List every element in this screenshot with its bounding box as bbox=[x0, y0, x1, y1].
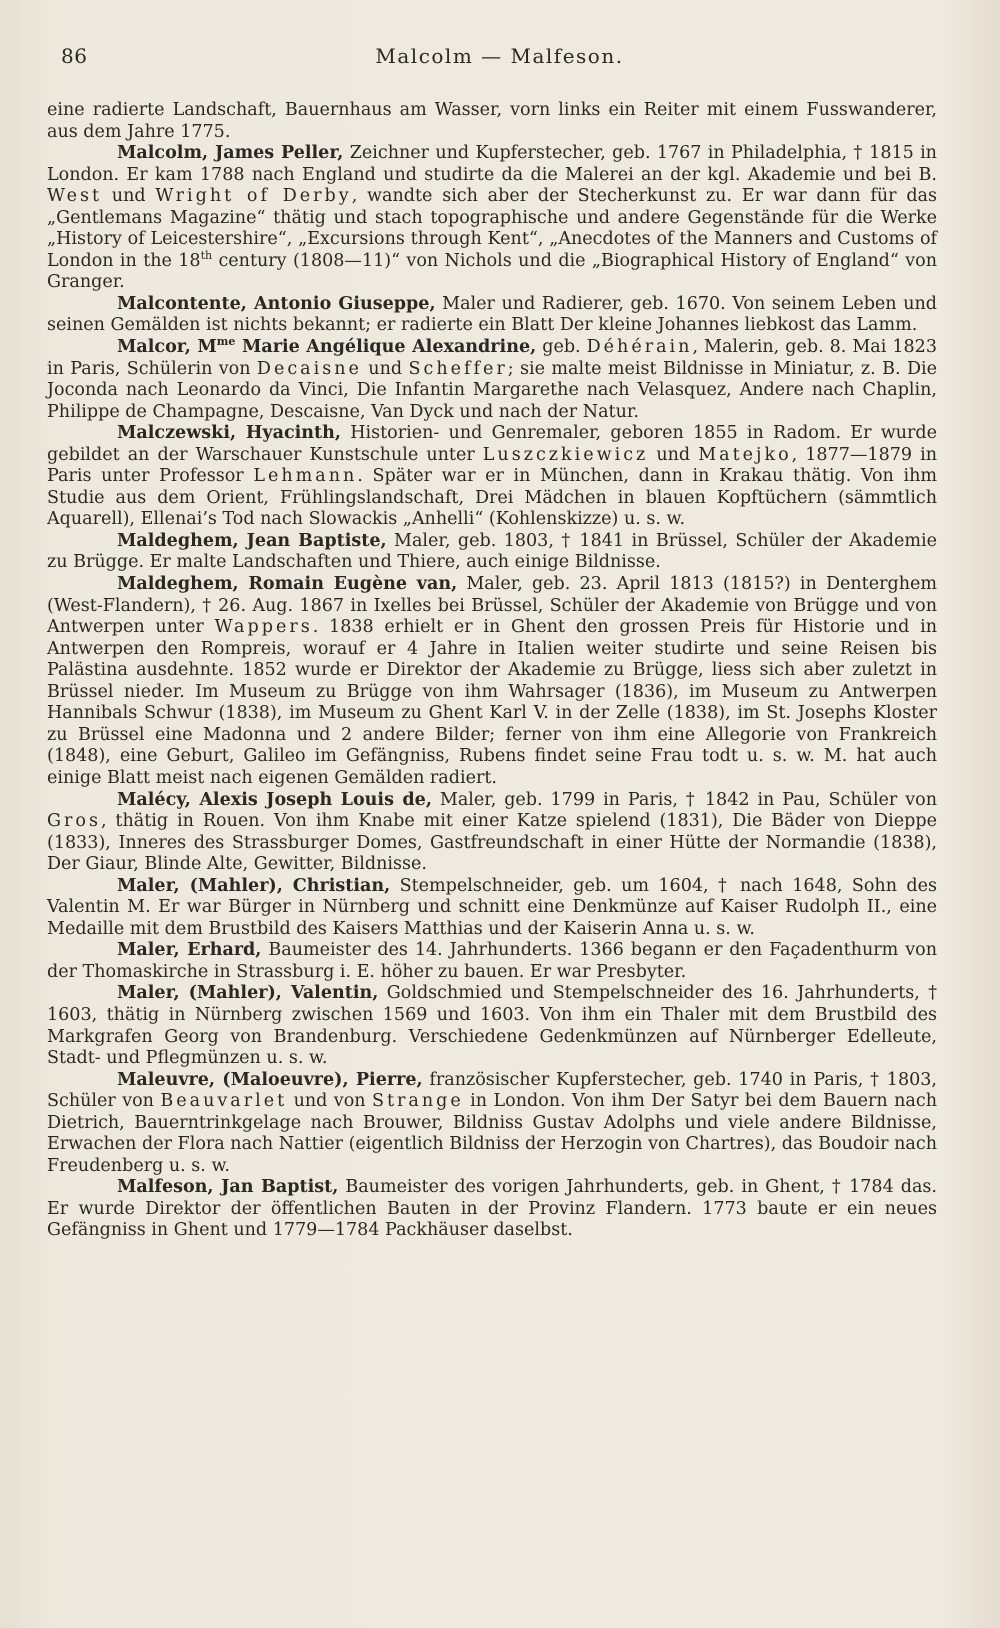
entry-text: Historien- und Genremaler, geboren 1855 in Radom. Er wurde gebildet an der Warschauer Kunstschule unter bbox=[47, 423, 937, 465]
spaced-name: West bbox=[47, 186, 103, 207]
dictionary-entry bbox=[47, 940, 937, 983]
spaced-name: Luszczkiewicz bbox=[482, 444, 649, 465]
entry-text: , 1877—1879 in Paris unter Professor bbox=[47, 444, 937, 487]
spaced-name: Lehmann bbox=[253, 466, 358, 487]
dictionary-entry bbox=[47, 790, 937, 876]
entry-text: me bbox=[216, 335, 236, 349]
entry-text: eine radierte Landschaft, Bauernhaus am Wasser, vorn links ein Reiter mit einem Fusswanderer, aus dem Jahre 1775. bbox=[47, 100, 937, 142]
entry-name: Malécy, Alexis Joseph Louis de, bbox=[117, 789, 432, 810]
entry-text: französischer Kupferstecher, geb. 1740 in Paris, † 1803, Schüler von bbox=[47, 1069, 937, 1112]
entry-name: Malcontente, Antonio Giuseppe, bbox=[117, 293, 436, 314]
dictionary-entry bbox=[47, 143, 937, 294]
spaced-name: Déhérain bbox=[586, 337, 693, 358]
entry-text: Baumeister des 14. Jahrhunderts. 1366 begann er den Façadenthurm von der Thomaskirche in Strassburg i. E. höher zu bauen. Er war Presbyter. bbox=[47, 940, 937, 982]
dictionary-entries bbox=[47, 100, 937, 1242]
dictionary-entry bbox=[47, 876, 937, 941]
entry-name: Malczewski, Hyacinth, bbox=[117, 423, 341, 444]
page-number: 86 bbox=[61, 44, 88, 68]
entry-text: Zeichner und Kupferstecher, geb. 1767 in Philadelphia, † 1815 in London. Er kam 1788 nach England und studirte da die Malerei an der kgl. Akademie und bei B. bbox=[47, 143, 937, 185]
entry-text: , wandte sich aber der Stecherkunst zu. Er war dann für das „Gentlemans Magazine“ thätig und stach topographische und andere Gegenstände für die Werke „History of Leicestershire“, „Excursions through Kent“, „Anecdotes of the Manners and Customs of London in the 18 bbox=[47, 186, 938, 271]
spaced-name: Scheffer bbox=[408, 358, 508, 379]
entry-name: Malcolm, James Peller, bbox=[117, 143, 344, 164]
entry-text: Baumeister des vorigen Jahrhunderts, geb. in Ghent, † 1784 das. Er wurde Direktor der öffentlichen Bauten in der Provinz Flandern. 1773 baute er ein neues Gefängniss in Ghent und 1779—1784 Packhäuser daselbst. bbox=[47, 1177, 937, 1241]
entry-text: th bbox=[200, 248, 213, 262]
spaced-name: Matejko bbox=[698, 444, 792, 465]
dictionary-entry bbox=[47, 574, 937, 789]
entry-text: und bbox=[648, 444, 699, 465]
spaced-name: Gros bbox=[47, 811, 101, 832]
entry-text: . 1838 erhielt er in Ghent den grossen Preis für Historie und in Antwerpen den Rompreis, worauf er 4 Jahre in Italien weiter studirte und seine Reisen bis Palästina ausdehnte. 1852 wurde er Direktor der Akademie zu Brügge, liess sich aber zuletzt in Brüssel nieder. Im Museum zu Brügge von ihm Wahrsager (1836), im Museum zu Antwerpen Hannibals Schwur (1838), im Museum zu Ghent Karl V. in der Zelle (1838), im St. Josephs Kloster zu Brüssel eine Madonna und 2 andere Bilder; ferner von ihm eine Allegorie von Frankreich (1848), eine Geburt, Galileo im Gefängniss, Rubens findet seine Frau todt u. s. w. M. hat auch einige Blatt meist nach eigenen Gemälden radiert. bbox=[47, 617, 937, 788]
entry-name: Maldeghem, Romain Eugène van, bbox=[117, 574, 458, 595]
dictionary-entry bbox=[47, 1070, 937, 1178]
entry-name: Malfeson, Jan Baptist, bbox=[117, 1177, 339, 1198]
spaced-name: Wright of Derby bbox=[155, 186, 352, 207]
spaced-name: Strange bbox=[371, 1091, 464, 1112]
entry-text: und von bbox=[287, 1091, 372, 1112]
entry-name: Maleuvre, (Maloeuvre), Pierre, bbox=[117, 1069, 423, 1090]
entry-text: , Malerin, geb. 8. Mai 1823 in Paris, Schülerin von bbox=[47, 337, 937, 379]
dictionary-entry bbox=[47, 423, 937, 531]
entry-text: geb. bbox=[536, 337, 587, 358]
entry-text: Maler und Radierer, geb. 1670. Von seinem Leben und seinen Gemälden ist nichts bekannt; er radierte ein Blatt Der kleine Johannes liebkost das Lamm. bbox=[47, 293, 937, 336]
entry-name: Maler, (Mahler), Valentin, bbox=[117, 983, 379, 1004]
dictionary-entry bbox=[47, 531, 937, 574]
entry-text: Stempelschneider, geb. um 1604, † nach 1648, Sohn des Valentin M. Er war Bürger in Nürnberg und schnitt eine Denkmünze auf Kaiser Rudolph II., eine Medaille mit dem Brustbild des Kaisers Matthias und der Kaiserin Anna u. s. w. bbox=[47, 875, 937, 939]
entry-text: . Später war er in München, dann in Krakau thätig. Von ihm Studie aus dem Orient, Frühlingslandschaft, Drei Mädchen in blauen Kopftüchern (sämmtlich Aquarell), Ellenai’s Tod nach Slowackis „Anhelli“ (Kohlenskizze) u. s. w. bbox=[47, 466, 937, 530]
entry-text: Maler, geb. 1803, † 1841 in Brüssel, Schüler der Akademie zu Brügge. Er malte Landschaften und Thiere, auch einige Bildnisse. bbox=[47, 530, 937, 573]
spaced-name: Wappers bbox=[214, 617, 313, 638]
entry-text: Marie Angélique Alexandrine, bbox=[235, 337, 537, 358]
entry-text: Goldschmied und Stempelschneider des 16. Jahrhunderts, † 1603, thätig in Nürnberg zwischen 1569 und 1603. Von ihm ein Thaler mit dem Brustbild des Markgrafen Georg von Brandenburg. Verschiedene Gedenkmünzen auf Nürnberger Edelleute, Stadt- und Pflegmünzen u. s. w. bbox=[47, 983, 938, 1069]
spaced-name: Decaisne bbox=[256, 358, 362, 379]
running-head: Malcolm — Malfeson. bbox=[375, 44, 624, 68]
spaced-name: Beauvarlet bbox=[160, 1091, 288, 1112]
entry-text: Maler, geb. 1799 in Paris, † 1842 in Pau, Schüler von bbox=[431, 789, 937, 810]
entry-text: century (1808—11)“ von Nichols und die „Biographical History of England“ von Granger. bbox=[47, 250, 937, 293]
entry-text: , thätig in Rouen. Von ihm Knabe mit einer Katze spielend (1831), Die Bäder von Dieppe (1833), Inneres des Strassburger Domes, Gastfreundschaft in einer Hütte der Normandie (1838), Der Giaur, Blinde Alte, Gewitter, Bildnisse. bbox=[47, 811, 937, 875]
entry-text: und bbox=[102, 186, 156, 207]
dictionary-entry bbox=[47, 100, 937, 143]
page-header bbox=[61, 44, 938, 78]
entry-text: in London. Von ihm Der Satyr bei dem Bauern nach Dietrich, Bauerntrinkgelage nach Brouwer, Bildniss Gustav Adolphs und viele andere Bildnisse, Erwachen der Flora nach Nattier (eigentlich Bildniss der Herzogin von Chartres), das Boudoir nach Freudenberg u. s. w. bbox=[47, 1091, 937, 1176]
entry-text: Maler, geb. 23. April 1813 (1815?) in Denterghem (West-Flandern), † 26. Aug. 1867 in Ixelles bei Brüssel, Schüler der Akademie von Brügge und von Antwerpen unter bbox=[47, 574, 937, 638]
entry-text: ; sie malte meist Bildnisse in Miniatur, z. B. Die Joconda nach Leonardo da Vinci, Die Infantin Margarethe nach Velasquez, Andere nach Chaplin, Philippe de Champagne, Descaisne, Van Dyck und nach der Natur. bbox=[47, 358, 937, 422]
entry-name: Maler, (Mahler), Christian, bbox=[117, 875, 391, 896]
dictionary-entry bbox=[47, 1177, 937, 1242]
dictionary-entry bbox=[47, 294, 937, 337]
entry-name: Maler, Erhard, bbox=[117, 940, 262, 961]
entry-name: Malcor, M bbox=[117, 337, 217, 358]
entry-name: Maldeghem, Jean Baptiste, bbox=[117, 530, 387, 551]
dictionary-entry bbox=[47, 337, 937, 423]
entry-text: und bbox=[361, 358, 409, 379]
dictionary-entry bbox=[47, 983, 937, 1069]
